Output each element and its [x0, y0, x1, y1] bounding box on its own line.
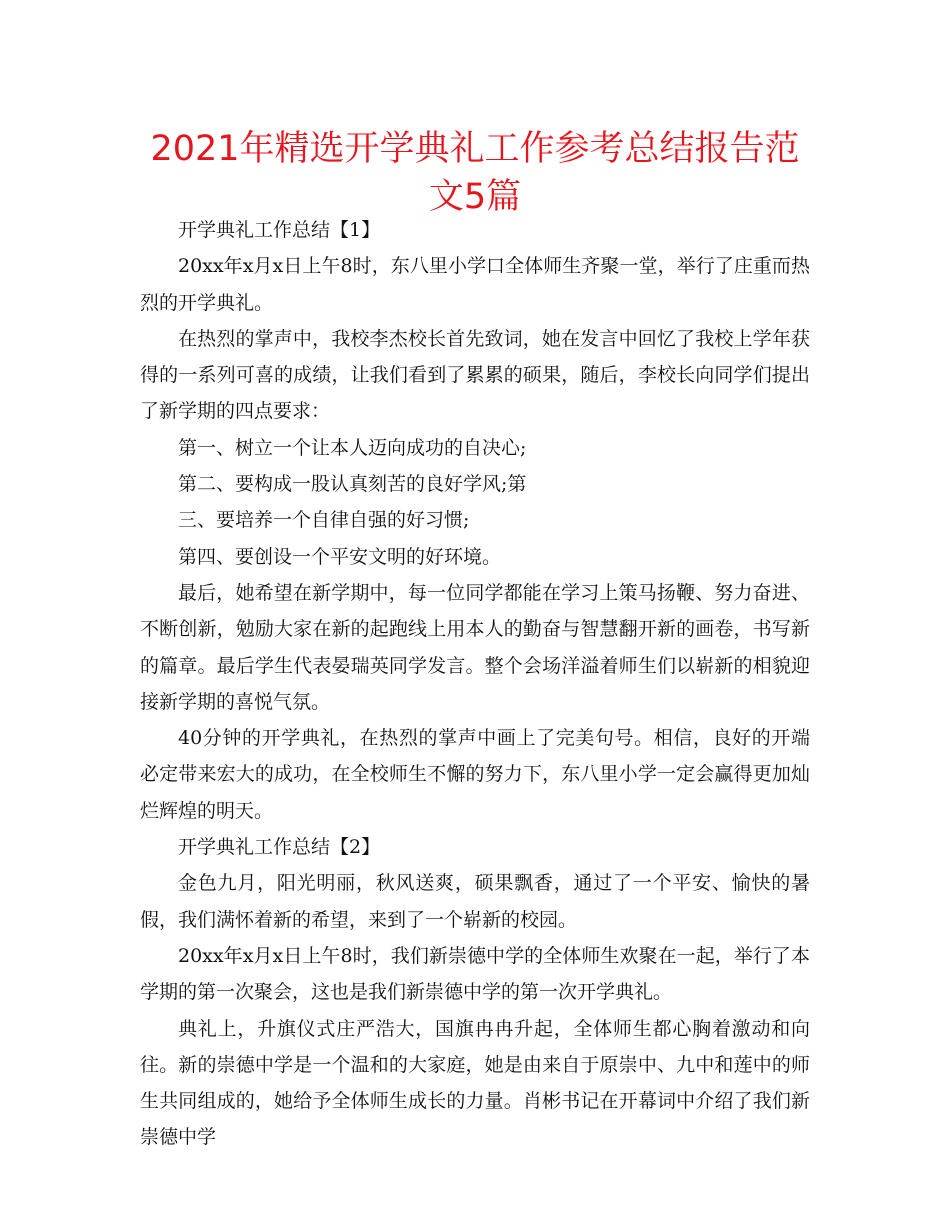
paragraph: 最后，她希望在新学期中，每一位同学都能在学习上策马扬鞭、努力奋进、不断创新，勉励大家在新的起跑线上用本人的勤奋与智慧翻开新的画卷，书写新的篇章。最后学生代表晏瑞英同学发言。整个会场洋溢着师生们以崭新的相貌迎接新学期的喜悦气氛。 — [140, 581, 810, 713]
section-heading-1: 开学典礼工作总结【1】 — [178, 219, 381, 241]
paragraph: 典礼上，升旗仪式庄严浩大，国旗冉冉升起，全体师生都心胸着激动和向往。新的崇德中学是一个温和的大家庭，她是由来自于原崇中、九中和莲中的师生共同组成的，她给予全体师生成长的力量。肖彬书记在开幕词中介绍了我们新崇德中学 — [140, 1017, 810, 1149]
paragraph: 金色九月，阳光明丽，秋风送爽，硕果飘香，通过了一个平安、愉快的暑假，我们满怀着新的希望，来到了一个崭新的校园。 — [140, 872, 810, 931]
document-title: 2021年精选开学典礼工作参考总结报告范文5篇 — [150, 129, 800, 217]
requirement-item: 第一、树立一个让本人迈向成功的自决心; — [178, 436, 527, 459]
paragraph: 20xx年x月x日上午8时，东八里小学口全体师生齐聚一堂，举行了庄重而热烈的开学典礼。 — [140, 255, 810, 314]
requirement-item: 第二、要构成一股认真刻苦的良好学风;第 — [178, 473, 527, 496]
requirement-item: 第四、要创设一个平安文明的好环境。 — [178, 545, 502, 568]
paragraph: 40分钟的开学典礼，在热烈的掌声中画上了完美句号。相信，良好的开端必定带来宏大的成功，在全校师生不懈的努力下，东八里小学一定会赢得更加灿烂辉煌的明天。 — [140, 727, 810, 822]
document-body — [140, 212, 810, 1156]
paragraph: 在热烈的掌声中，我校李杰校长首先致词，她在发言中回忆了我校上学年获得的一系列可喜的成绩，让我们看到了累累的硕果，随后，李校长向同学们提出了新学期的四点要求： — [140, 327, 810, 423]
paragraph: 20xx年x月x日上午8时，我们新崇德中学的全体师生欢聚在一起，举行了本学期的第一次聚会，这也是我们新崇德中学的第一次开学典礼。 — [140, 944, 810, 1004]
section-heading-2: 开学典礼工作总结【2】 — [178, 836, 381, 859]
requirement-item: 三、要培养一个自律自强的好习惯; — [178, 509, 470, 532]
